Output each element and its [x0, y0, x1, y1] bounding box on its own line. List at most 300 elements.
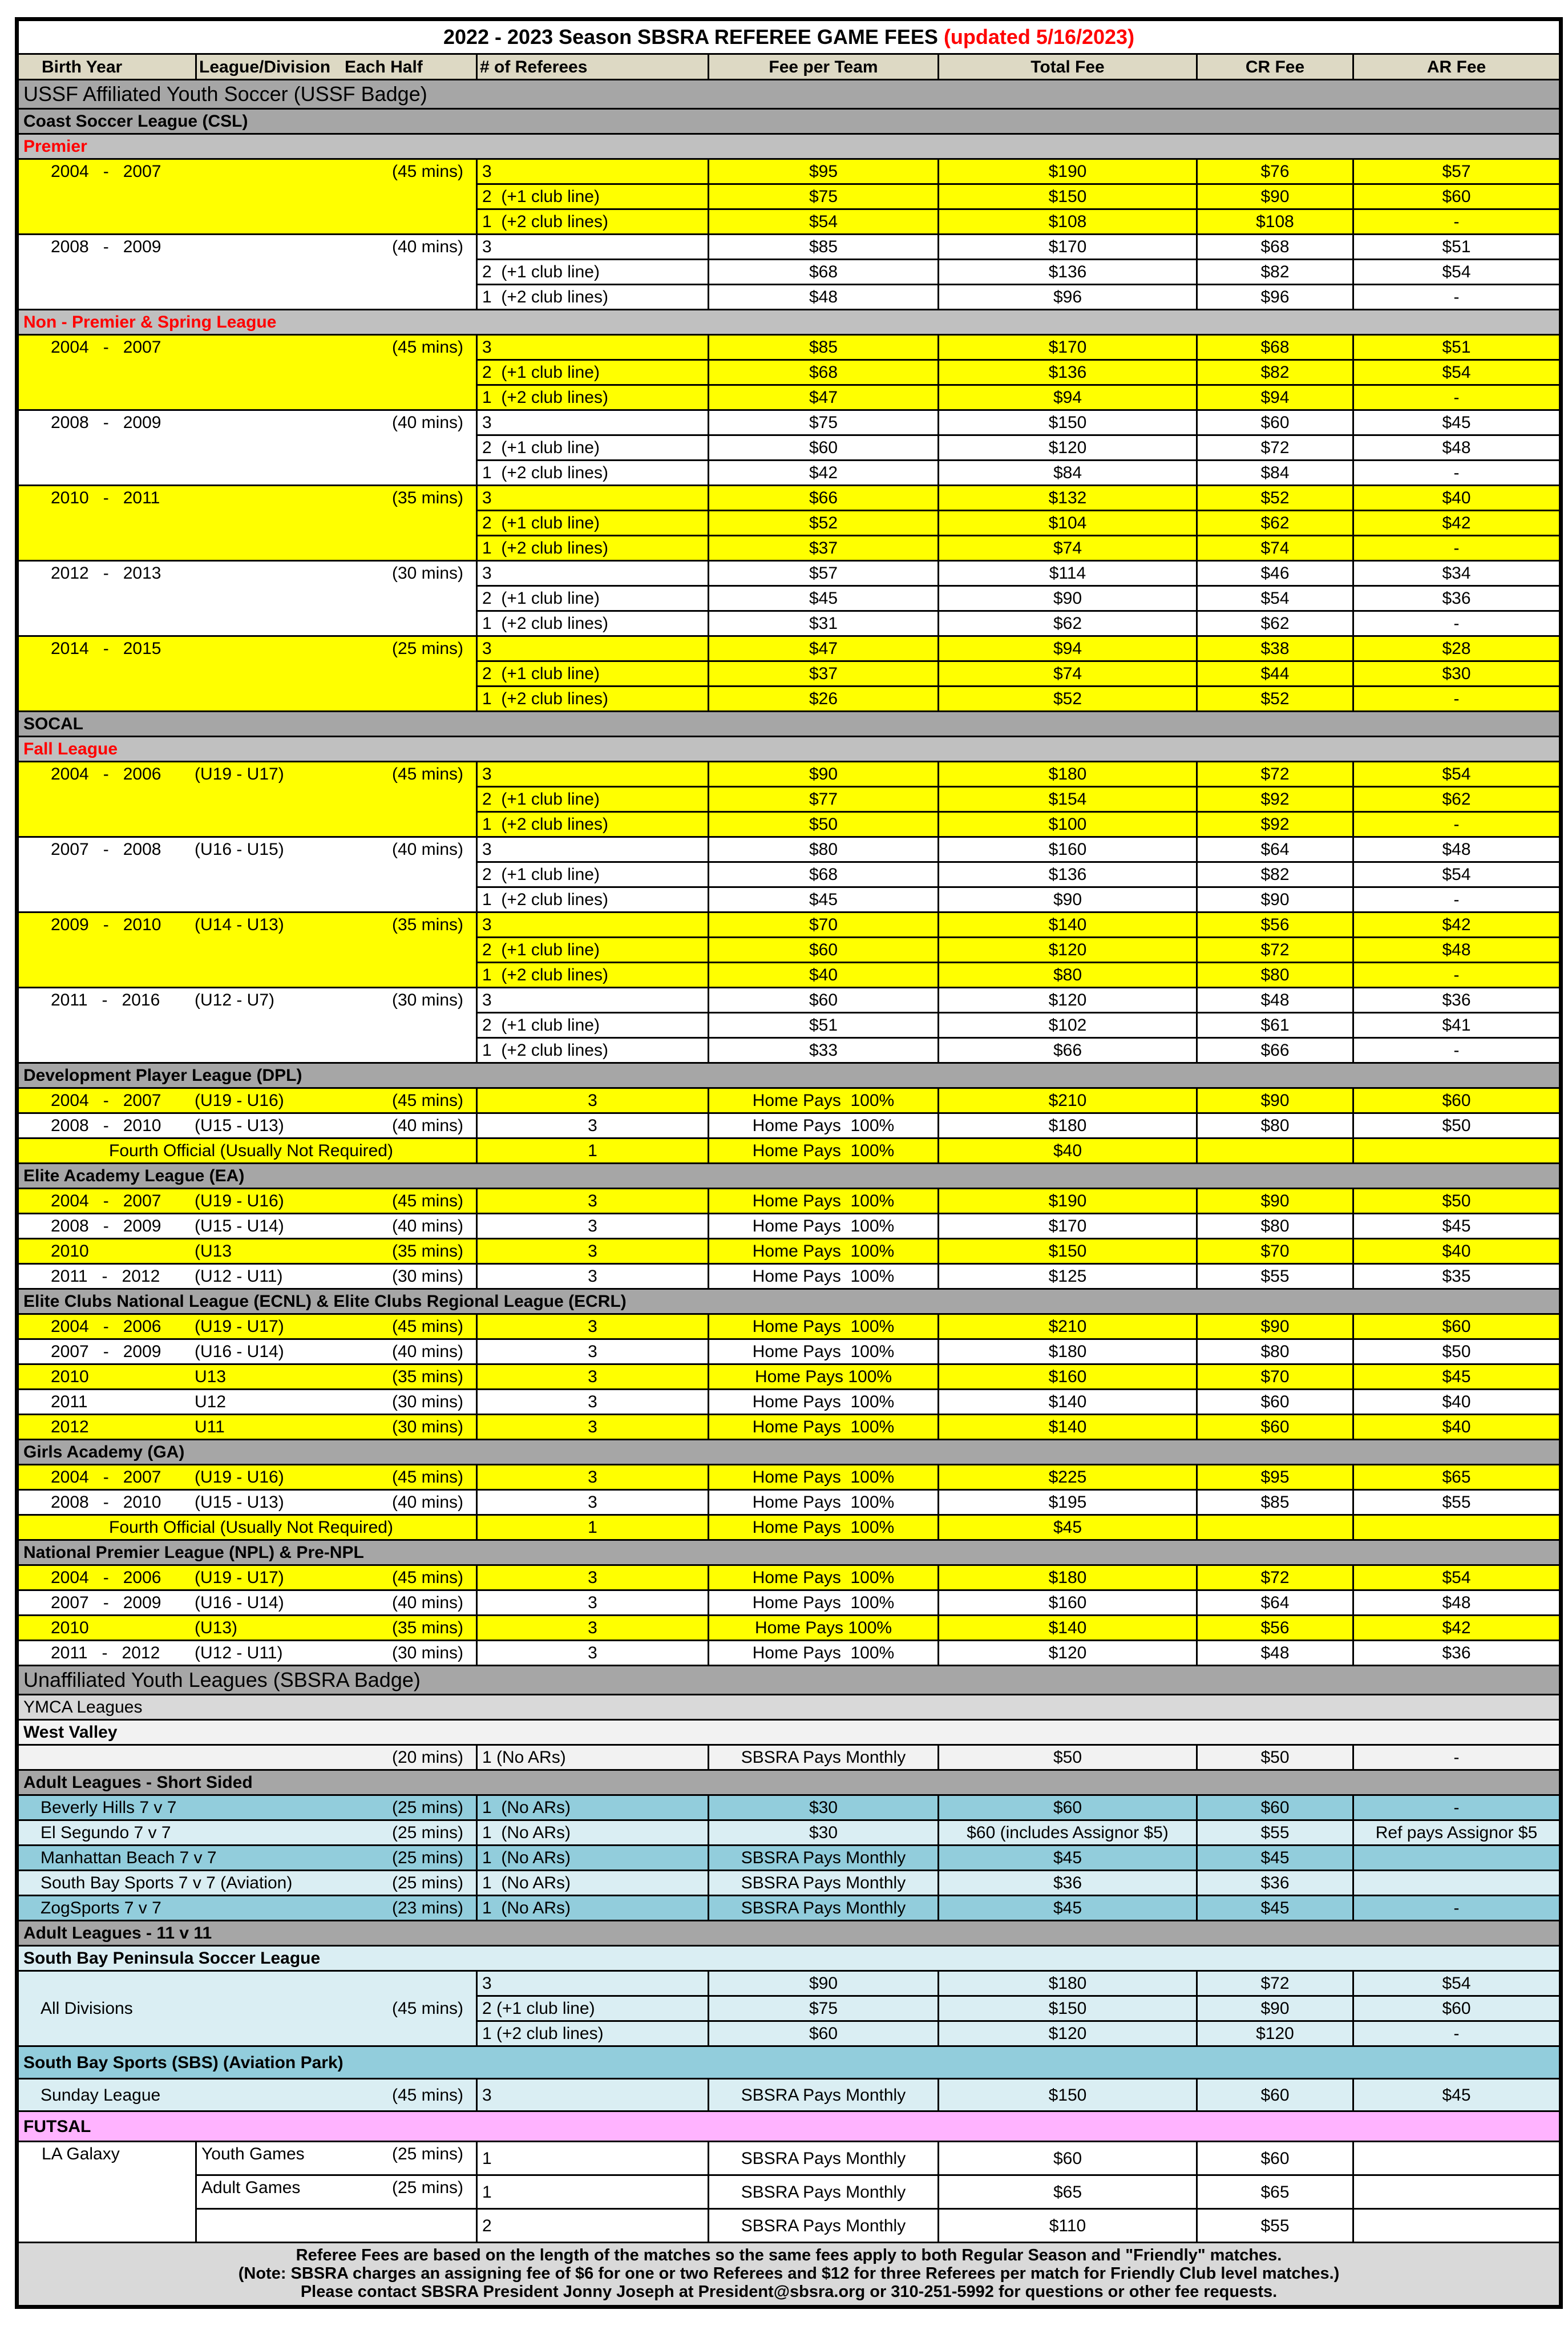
total-fee-cell: $136	[939, 260, 1197, 285]
cr-fee-cell: $62	[1197, 511, 1353, 536]
total-fee-cell: $84	[939, 461, 1197, 486]
division-label	[23, 1192, 471, 1210]
half-length: (40 mins)	[391, 1593, 463, 1612]
referees-cell: 2 (+1 club line)	[477, 360, 709, 385]
fee-per-team-cell: $80	[709, 837, 939, 862]
table-row	[17, 1113, 1561, 1138]
division-label	[23, 1116, 471, 1135]
referees-cell: 2 (+1 club line)	[477, 435, 709, 461]
referees-cell: 2	[477, 2209, 709, 2243]
age-division: (U13	[195, 1242, 232, 1261]
cr-fee-cell: $94	[1197, 385, 1353, 410]
division-cell	[17, 410, 477, 486]
table-row	[17, 988, 1561, 1013]
table-row	[17, 762, 1561, 787]
half-length: (40 mins)	[391, 840, 463, 859]
section-title: Elite Academy League (EA)	[17, 1164, 1561, 1189]
ar-fee-cell	[1353, 1871, 1561, 1896]
total-fee-cell: $94	[939, 636, 1197, 661]
division-label	[23, 488, 471, 507]
fee-per-team-cell: $45	[709, 586, 939, 611]
fee-per-team-cell: $75	[709, 1996, 939, 2021]
fee-per-team-cell: $95	[709, 159, 939, 184]
table-row	[17, 2079, 1561, 2111]
fee-per-team-cell: $66	[709, 486, 939, 511]
division-cell	[17, 1364, 477, 1390]
table-row	[17, 1138, 1561, 1164]
fee-per-team-cell: Home Pays 100%	[709, 1515, 939, 1540]
birth-year: 2010	[51, 1367, 89, 1386]
age-division: U12	[195, 1392, 227, 1411]
birth-year: 2012 - 2013	[51, 564, 161, 583]
sub-header-row	[17, 310, 1561, 335]
table-row	[17, 1745, 1561, 1770]
cr-fee-cell: $90	[1197, 1314, 1353, 1339]
section-title: SOCAL	[17, 712, 1561, 737]
ar-fee-cell	[1353, 2175, 1561, 2209]
fee-per-team-cell: Home Pays 100%	[709, 1364, 939, 1390]
total-fee-cell: $110	[939, 2209, 1197, 2243]
total-fee-cell: $60	[939, 1795, 1197, 1820]
referees-cell: 2 (+1 club line)	[477, 787, 709, 812]
division-label	[23, 915, 471, 934]
referees-cell: 3	[477, 561, 709, 586]
birth-year: 2011 - 2016	[51, 991, 160, 1010]
referees-cell: 2 (+1 club line)	[477, 184, 709, 209]
birth-year: 2004 - 2006	[51, 765, 161, 784]
total-fee-cell: $80	[939, 963, 1197, 988]
sub-header-row	[17, 737, 1561, 762]
ar-fee-cell: -	[1353, 285, 1561, 310]
league-header-row	[17, 1540, 1561, 1565]
col-total-fee: Total Fee	[939, 54, 1197, 80]
referees-cell: 3	[477, 1113, 709, 1138]
total-fee-cell: $90	[939, 586, 1197, 611]
age-division: (U15 - U14)	[195, 1217, 284, 1235]
cr-fee-cell: $68	[1197, 235, 1353, 260]
division-label	[23, 765, 471, 784]
game-type-cell	[196, 2142, 477, 2175]
referees-cell: 3	[477, 1465, 709, 1490]
ar-fee-cell: $51	[1353, 235, 1561, 260]
section-title: Coast Soccer League (CSL)	[17, 109, 1561, 134]
ar-fee-cell: -	[1353, 1745, 1561, 1770]
referees-cell: 3	[477, 2079, 709, 2111]
cr-fee-cell: $46	[1197, 561, 1353, 586]
cr-fee-cell: $120	[1197, 2021, 1353, 2046]
division-label	[23, 1748, 471, 1767]
referees-cell: 2 (+1 club line)	[477, 661, 709, 687]
fee-per-team-cell: Home Pays 100%	[709, 1239, 939, 1264]
birth-year: 2012	[51, 1418, 89, 1436]
cr-fee-cell: $80	[1197, 1339, 1353, 1364]
game-label	[201, 2145, 471, 2163]
total-fee-cell: $100	[939, 812, 1197, 837]
total-fee-cell: $90	[939, 887, 1197, 912]
total-fee-cell: $190	[939, 1189, 1197, 1214]
fee-per-team-cell: Home Pays 100%	[709, 1138, 939, 1164]
half-length: (45 mins)	[391, 1091, 463, 1110]
ar-fee-cell: -	[1353, 385, 1561, 410]
ar-fee-cell: $50	[1353, 1189, 1561, 1214]
major-header-row	[17, 1666, 1561, 1695]
cr-fee-cell: $96	[1197, 285, 1353, 310]
section-title: Unaffiliated Youth Leagues (SBSRA Badge)	[17, 1666, 1561, 1695]
total-fee-cell: $36	[939, 1871, 1197, 1896]
total-fee-cell: $120	[939, 2021, 1197, 2046]
ar-fee-cell: $40	[1353, 1415, 1561, 1440]
fee-per-team-cell: $70	[709, 912, 939, 938]
fee-per-team-cell: $60	[709, 435, 939, 461]
half-length: (35 mins)	[391, 1242, 463, 1261]
total-fee-cell: $102	[939, 1013, 1197, 1038]
total-fee-cell: $150	[939, 1996, 1197, 2021]
total-fee-cell: $45	[939, 1515, 1197, 1540]
total-fee-cell: $108	[939, 209, 1197, 235]
division-label	[23, 1593, 471, 1612]
age-division: (U14 - U13)	[195, 915, 284, 934]
birth-year: 2004 - 2006	[51, 1568, 161, 1587]
ar-fee-cell: -	[1353, 963, 1561, 988]
table-row	[17, 1239, 1561, 1264]
league-header-row	[17, 1289, 1561, 1314]
pink-header-row	[17, 2111, 1561, 2142]
birth-year: 2010	[51, 1242, 89, 1261]
ar-fee-cell: $60	[1353, 1088, 1561, 1113]
division-cell	[17, 235, 477, 310]
game-type-cell	[196, 2175, 477, 2209]
game-type-cell	[196, 2209, 477, 2243]
table-row	[17, 1088, 1561, 1113]
total-fee-cell: $66	[939, 1038, 1197, 1063]
referees-cell: 3	[477, 636, 709, 661]
table-row	[17, 2175, 1561, 2209]
cr-fee-cell: $90	[1197, 887, 1353, 912]
ar-fee-cell	[1353, 1138, 1561, 1164]
referees-cell: 1 (+2 club lines)	[477, 687, 709, 712]
division-cell	[17, 1339, 477, 1364]
half-length: (25 mins)	[391, 1798, 463, 1817]
fee-per-team-cell: Home Pays 100%	[709, 1264, 939, 1289]
league-name: ZogSports 7 v 7	[41, 1899, 161, 1917]
fee-per-team-cell: $42	[709, 461, 939, 486]
table-row	[17, 2142, 1561, 2175]
referees-cell: 3	[477, 1314, 709, 1339]
section-title: National Premier League (NPL) & Pre-NPL	[17, 1540, 1561, 1565]
table-row	[17, 1846, 1561, 1871]
ar-fee-cell	[1353, 1515, 1561, 1540]
total-fee-cell: $104	[939, 511, 1197, 536]
ar-fee-cell	[1353, 2142, 1561, 2175]
referees-cell: 1 (+2 club lines)	[477, 385, 709, 410]
section-title: Adult Leagues - 11 v 11	[17, 1921, 1561, 1946]
club-name: LA Galaxy	[17, 2142, 196, 2243]
half-length: (25 mins)	[391, 2178, 463, 2197]
age-division: (U19 - U16)	[195, 1468, 284, 1487]
fee-per-team-cell: $26	[709, 687, 939, 712]
ar-fee-cell: $48	[1353, 837, 1561, 862]
cr-fee-cell: $56	[1197, 912, 1353, 938]
referees-cell: 3	[477, 410, 709, 435]
table-row	[17, 410, 1561, 435]
total-fee-cell: $140	[939, 1415, 1197, 1440]
total-fee-cell: $150	[939, 184, 1197, 209]
half-length: (35 mins)	[391, 1618, 463, 1637]
total-fee-cell: $52	[939, 687, 1197, 712]
fee-per-team-cell: $47	[709, 385, 939, 410]
division-label	[23, 1568, 471, 1587]
fee-per-team-cell: SBSRA Pays Monthly	[709, 1745, 939, 1770]
cr-fee-cell: $70	[1197, 1239, 1353, 1264]
division-label	[23, 840, 471, 859]
ar-fee-cell: $54	[1353, 762, 1561, 787]
table-body	[17, 80, 1561, 2243]
referees-cell: 3	[477, 1415, 709, 1440]
total-fee-cell: $180	[939, 1113, 1197, 1138]
ar-fee-cell: $54	[1353, 862, 1561, 887]
cr-fee-cell: $60	[1197, 1415, 1353, 1440]
cr-fee-cell: $72	[1197, 938, 1353, 963]
division-label	[23, 1091, 471, 1110]
referees-cell: 1 (+2 club lines)	[477, 611, 709, 636]
referees-cell: 1	[477, 2175, 709, 2209]
section-title: West Valley	[17, 1720, 1561, 1745]
section-title: South Bay Peninsula Soccer League	[17, 1946, 1561, 1971]
fee-per-team-cell: Home Pays 100%	[709, 1314, 939, 1339]
fee-per-team-cell: $68	[709, 360, 939, 385]
section-title: Elite Clubs National League (ECNL) & Elite Clubs Regional League (ECRL)	[17, 1289, 1561, 1314]
cr-fee-cell	[1197, 1138, 1353, 1164]
ar-fee-cell: $54	[1353, 1565, 1561, 1590]
table-row	[17, 1189, 1561, 1214]
ar-fee-cell: $51	[1353, 335, 1561, 360]
half-length: (30 mins)	[391, 1644, 463, 1662]
ar-fee-cell: $65	[1353, 1465, 1561, 1490]
cr-fee-cell: $82	[1197, 862, 1353, 887]
ar-fee-cell: $42	[1353, 511, 1561, 536]
cr-fee-cell	[1197, 1515, 1353, 1540]
division-label	[23, 1367, 471, 1386]
ar-fee-cell: $60	[1353, 1996, 1561, 2021]
half-length: (25 mins)	[391, 2145, 463, 2163]
cr-fee-cell: $80	[1197, 1113, 1353, 1138]
ar-fee-cell: $45	[1353, 1214, 1561, 1239]
division-cell	[17, 837, 477, 912]
division-cell	[17, 1846, 477, 1871]
birth-year: 2007 - 2009	[51, 1342, 161, 1361]
ar-fee-cell	[1353, 2209, 1561, 2243]
fee-per-team-cell: $40	[709, 963, 939, 988]
referees-cell: 3	[477, 235, 709, 260]
table-row	[17, 1465, 1561, 1490]
birth-year: 2004 - 2006	[51, 1317, 161, 1336]
cr-fee-cell: $60	[1197, 1795, 1353, 1820]
half-length: (20 mins)	[391, 1748, 463, 1767]
ar-fee-cell	[1353, 1846, 1561, 1871]
division-cell	[17, 636, 477, 712]
fee-per-team-cell: $47	[709, 636, 939, 661]
ar-fee-cell: $54	[1353, 260, 1561, 285]
fee-per-team-cell: $37	[709, 536, 939, 561]
section-title: Girls Academy (GA)	[17, 1440, 1561, 1465]
col-league-division: League/Division Each Half	[196, 54, 477, 80]
referees-cell: 3	[477, 1390, 709, 1415]
section-title: USSF Affiliated Youth Soccer (USSF Badge)	[17, 80, 1561, 109]
birth-year: 2004 - 2007	[51, 162, 161, 181]
referees-cell: 3	[477, 1214, 709, 1239]
division-cell	[17, 1616, 477, 1641]
section-title: Fall League	[17, 737, 1561, 762]
cr-fee-cell: $95	[1197, 1465, 1353, 1490]
birth-year: 2008 - 2010	[51, 1493, 161, 1512]
division-label	[23, 1848, 471, 1867]
referees-cell: 3	[477, 1339, 709, 1364]
cr-fee-cell: $55	[1197, 2209, 1353, 2243]
total-fee-cell: $150	[939, 1239, 1197, 1264]
referees-cell: 1	[477, 1138, 709, 1164]
cr-fee-cell: $68	[1197, 335, 1353, 360]
age-division: (U19 - U17)	[195, 1568, 284, 1587]
birth-year: 2004 - 2007	[51, 1091, 161, 1110]
cr-fee-cell: $72	[1197, 1971, 1353, 1996]
referees-cell: 1 (No ARs)	[477, 1795, 709, 1820]
total-fee-cell: $180	[939, 1565, 1197, 1590]
col-num-referees: # of Referees	[477, 54, 709, 80]
table-row	[17, 1820, 1561, 1846]
age-division: (U19 - U17)	[195, 1317, 284, 1336]
referees-cell: 3	[477, 486, 709, 511]
table-row	[17, 837, 1561, 862]
footer-note-3: Please contact SBSRA President Jonny Joseph at President@sbsra.org or 310-251-5992 for questions or other fee requests.	[300, 2282, 1278, 2301]
section-title: YMCA Leagues	[17, 1695, 1561, 1720]
total-fee-cell: $132	[939, 486, 1197, 511]
referees-cell: 3	[477, 1490, 709, 1515]
half-length: (25 mins)	[391, 1848, 463, 1867]
division-label	[23, 1823, 471, 1842]
total-fee-cell: $50	[939, 1745, 1197, 1770]
cr-fee-cell: $72	[1197, 762, 1353, 787]
ar-fee-cell: $54	[1353, 360, 1561, 385]
total-fee-cell: $45	[939, 1846, 1197, 1871]
division-label	[23, 1644, 471, 1662]
table-row	[17, 1390, 1561, 1415]
ar-fee-cell: $36	[1353, 988, 1561, 1013]
referees-cell: 3	[477, 159, 709, 184]
ar-fee-cell: -	[1353, 209, 1561, 235]
ar-fee-cell: $60	[1353, 1314, 1561, 1339]
division-label	[23, 1267, 471, 1286]
referees-cell: 1 (+2 club lines)	[477, 2021, 709, 2046]
division-label	[23, 1468, 471, 1487]
cr-fee-cell: $90	[1197, 1088, 1353, 1113]
table-row	[17, 1214, 1561, 1239]
cr-fee-cell: $108	[1197, 209, 1353, 235]
division-cell	[17, 1390, 477, 1415]
age-division: (U15 - U13)	[195, 1493, 284, 1512]
total-fee-cell: $195	[939, 1490, 1197, 1515]
total-fee-cell: $150	[939, 2079, 1197, 2111]
age-division: (U15 - U13)	[195, 1116, 284, 1135]
table-row	[17, 1490, 1561, 1515]
section-title: Non - Premier & Spring League	[17, 310, 1561, 335]
birth-year: 2007 - 2009	[51, 1593, 161, 1612]
referees-cell: 1 (+2 club lines)	[477, 285, 709, 310]
fee-per-team-cell: $31	[709, 611, 939, 636]
cr-fee-cell: $48	[1197, 1641, 1353, 1666]
fee-per-team-cell: $48	[709, 285, 939, 310]
section-title: Adult Leagues - Short Sided	[17, 1770, 1561, 1795]
division-label	[23, 1342, 471, 1361]
major-header-row	[17, 80, 1561, 109]
fee-per-team-cell: Home Pays 100%	[709, 1415, 939, 1440]
ar-fee-cell: $57	[1353, 159, 1561, 184]
cr-fee-cell: $82	[1197, 360, 1353, 385]
birth-year: 2014 - 2015	[51, 639, 161, 658]
sub-header-row	[17, 134, 1561, 159]
fee-per-team-cell: $30	[709, 1820, 939, 1846]
cr-fee-cell: $36	[1197, 1871, 1353, 1896]
ar-fee-cell: $42	[1353, 912, 1561, 938]
fee-per-team-cell: $60	[709, 2021, 939, 2046]
table-row	[17, 2209, 1561, 2243]
ar-fee-cell: $48	[1353, 435, 1561, 461]
birth-year: 2010 - 2011	[51, 488, 160, 507]
fee-per-team-cell: Home Pays 100%	[709, 1088, 939, 1113]
total-fee-cell: $120	[939, 435, 1197, 461]
referees-cell: 2 (+1 club line)	[477, 938, 709, 963]
fourth-official-label: Fourth Official (Usually Not Required)	[109, 1518, 393, 1537]
ar-fee-cell: -	[1353, 812, 1561, 837]
referees-cell: 2 (+1 club line)	[477, 586, 709, 611]
table-row	[17, 486, 1561, 511]
table-row	[17, 1264, 1561, 1289]
half-length: (40 mins)	[391, 1116, 463, 1135]
cr-fee-cell: $60	[1197, 2142, 1353, 2175]
total-fee-cell: $180	[939, 1971, 1197, 1996]
division-label	[23, 564, 471, 583]
division-cell	[17, 1871, 477, 1896]
ar-fee-cell: $30	[1353, 661, 1561, 687]
birth-year: 2007 - 2008	[51, 840, 161, 859]
half-length: (45 mins)	[391, 1999, 463, 2018]
referees-cell: 1 (No ARs)	[477, 1896, 709, 1921]
ar-fee-cell: -	[1353, 461, 1561, 486]
col-fee-per-team: Fee per Team	[709, 54, 939, 80]
col-birth-year: Birth Year	[17, 54, 196, 80]
total-fee-cell: $160	[939, 1590, 1197, 1616]
table-row	[17, 561, 1561, 586]
total-fee-cell: $40	[939, 1138, 1197, 1164]
referees-cell: 1	[477, 1515, 709, 1540]
division-cell	[17, 1264, 477, 1289]
table-row	[17, 1339, 1561, 1364]
half-length: (35 mins)	[391, 488, 463, 507]
bluehdr-header-row	[17, 2046, 1561, 2079]
table-row	[17, 1641, 1561, 1666]
division-label	[23, 991, 471, 1010]
league-name: South Bay Sports 7 v 7 (Aviation)	[41, 1873, 293, 1892]
fee-per-team-cell: Home Pays 100%	[709, 1565, 939, 1590]
cr-fee-cell: $64	[1197, 837, 1353, 862]
fee-per-team-cell: $75	[709, 410, 939, 435]
fee-per-team-cell: $54	[709, 209, 939, 235]
division-label	[23, 162, 471, 181]
referees-cell: 1 (+2 club lines)	[477, 536, 709, 561]
fee-per-team-cell: Home Pays 100%	[709, 1590, 939, 1616]
age-division: (U19 - U17)	[195, 765, 284, 784]
division-label	[23, 1518, 471, 1537]
half-length: (40 mins)	[391, 1342, 463, 1361]
